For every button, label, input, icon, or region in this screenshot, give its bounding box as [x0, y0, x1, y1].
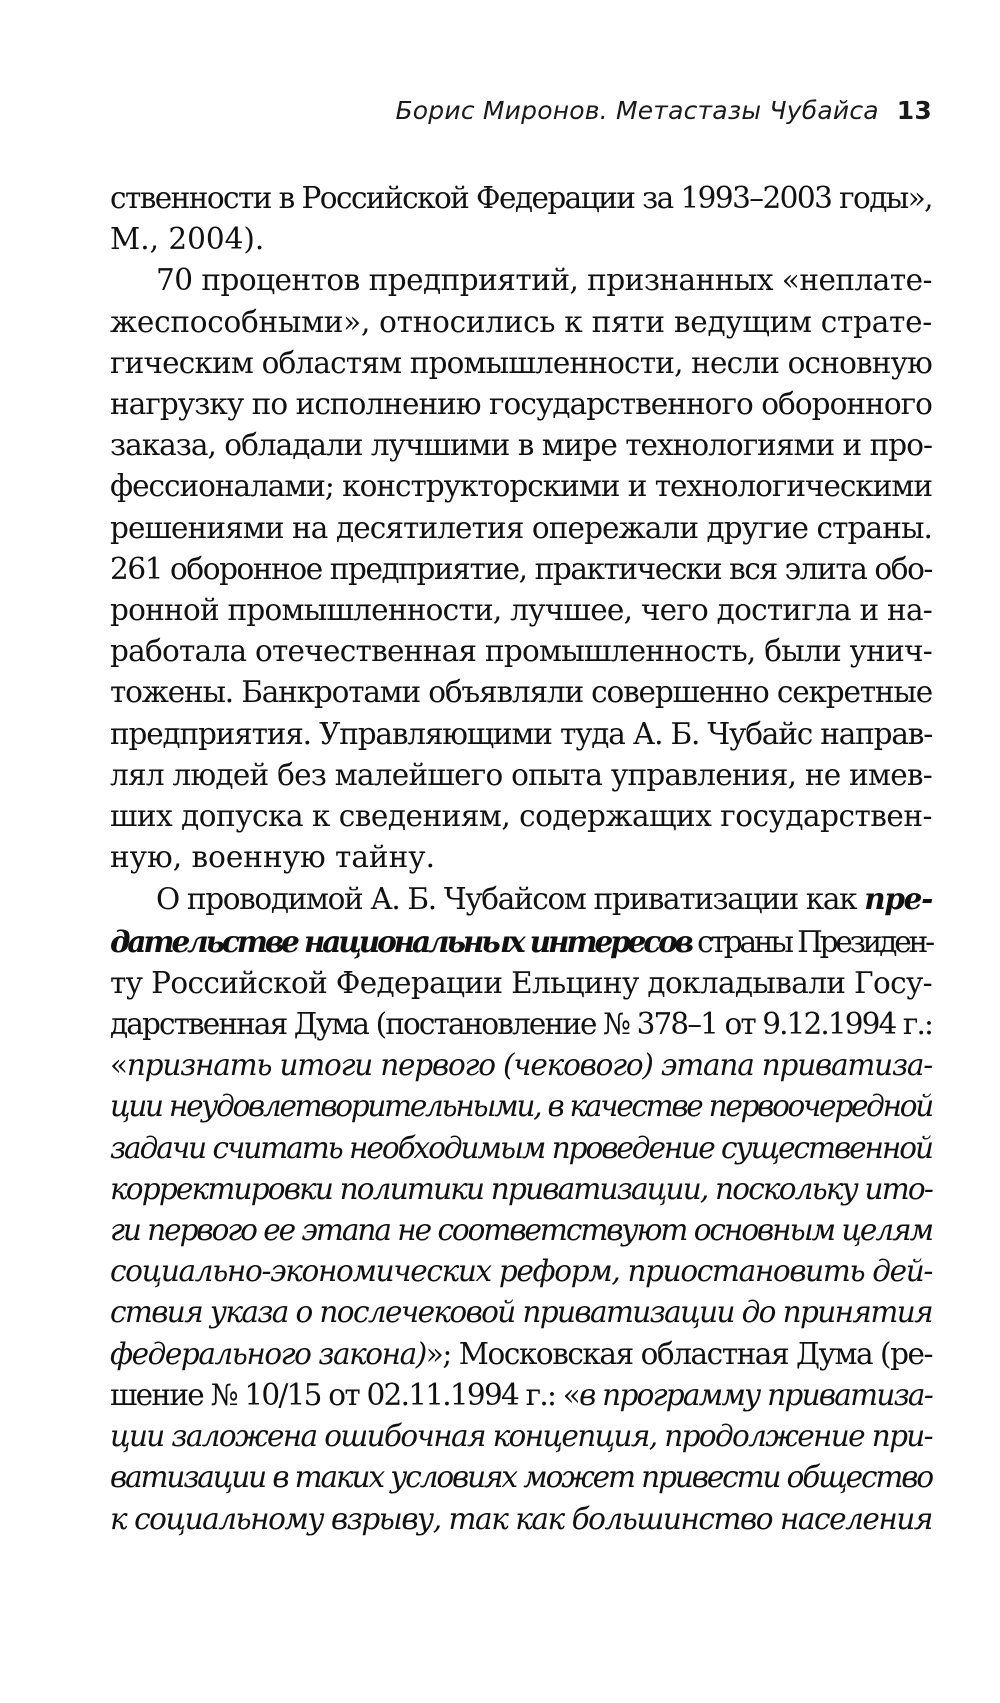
text-line	[110, 1086, 932, 1127]
text-run: «	[110, 1048, 127, 1083]
text-line	[110, 755, 932, 796]
quote-run: социально-экономических реформ, приостановить дей-	[110, 1254, 933, 1289]
text-run: ственности в Российской Федерации за 1993–2003 годы»,	[110, 181, 932, 215]
quote-run: ции заложена ошибочная концепция, продолжение при-	[110, 1419, 932, 1454]
text-run: »; Московская областная Дума (ре-	[425, 1336, 933, 1371]
paragraph-first-line	[110, 878, 932, 920]
text-line	[110, 1004, 932, 1045]
text-line	[110, 219, 932, 260]
text-run: нагрузку по исполнению государственного оборонного	[110, 387, 932, 422]
text-line	[110, 1045, 932, 1086]
text-run: тожены. Банкротами объявляли совершенно секретные	[110, 675, 932, 710]
text-run: работала отечественная промышленность, были унич-	[110, 634, 932, 669]
text-line	[110, 631, 932, 672]
quote-run: задачи считать необходимым проведение существенной	[110, 1130, 932, 1165]
text-line	[110, 1416, 932, 1457]
text-line	[110, 796, 932, 837]
text-line	[110, 549, 932, 590]
text-run: О проводимой А. Б. Чубайсом приватизации как	[156, 882, 865, 917]
body-text	[110, 178, 932, 1540]
text-line	[110, 714, 932, 755]
text-run: страны Президен-	[690, 924, 933, 959]
emphasis-run: пре-	[864, 881, 932, 917]
text-line	[110, 1499, 932, 1540]
quote-run: ствия указа о послечековой приватизации до принятия	[110, 1295, 932, 1330]
quote-run: ватизации в таких условиях может привести общество	[110, 1460, 932, 1495]
quote-run: признать итоги первого (чекового) этапа приватиза-	[126, 1048, 932, 1083]
quote-run: корректировки политики приватизации, поскольку ито-	[110, 1171, 932, 1206]
text-run: лял людей без малейшего опыта управления, не имев-	[110, 757, 932, 792]
text-run: 261 оборонное предприятие, практически вся элита обо-	[110, 551, 932, 586]
text-line	[110, 1210, 932, 1251]
page-number: 13	[896, 96, 932, 125]
text-line	[110, 672, 932, 713]
text-line	[110, 921, 932, 963]
paragraph-first-line	[110, 260, 932, 301]
text-run: шение № 10/15 от 02.11.1994 г.: «	[110, 1377, 580, 1412]
text-run: ту Российской Федерации Ельцину докладывали Госу-	[110, 965, 932, 1000]
text-run: ших допуска к сведениям, содержащих государствен-	[110, 799, 932, 834]
text-run: заказа, обладали лучшими в мире технологиями и про-	[110, 428, 932, 463]
text-line	[110, 302, 932, 343]
text-line	[110, 466, 932, 507]
quote-run: в программу приватиза-	[579, 1377, 932, 1412]
text-line	[110, 384, 932, 425]
text-line	[110, 1375, 932, 1416]
text-line	[110, 837, 932, 878]
quote-run: к социальному взрыву, так как большинство населения	[110, 1501, 932, 1536]
emphasis-run: дательстве национальных интересов	[110, 923, 691, 959]
text-line	[110, 178, 932, 219]
text-run: 70 процентов предприятий, признанных «неплате-	[156, 263, 932, 298]
text-line	[110, 508, 932, 549]
text-line	[110, 1292, 932, 1333]
text-run: предприятия. Управляющими туда А. Б. Чубайс направ-	[110, 716, 932, 751]
text-run: дарственная Дума (постановление № 378–1 от 9.12.1994 г.:	[110, 1007, 932, 1042]
text-run: гическим областям промышленности, несли основную	[110, 345, 932, 380]
text-run: М., 2004).	[110, 222, 265, 257]
quote-run: ги первого ее этапа не соответствуют основным целям	[110, 1213, 932, 1248]
running-title: Борис Миронов. Метастазы Чубайса	[395, 96, 879, 125]
text-line	[110, 963, 932, 1004]
quote-run: федерального закона)	[110, 1336, 426, 1371]
text-line	[110, 1128, 932, 1169]
text-line	[110, 343, 932, 384]
text-line	[110, 590, 932, 631]
text-line	[110, 1334, 932, 1375]
running-header	[0, 96, 932, 125]
text-line	[110, 1457, 932, 1498]
text-line	[110, 1169, 932, 1210]
text-run: жеспособными», относились к пяти ведущим страте-	[110, 304, 932, 339]
text-run: ронной промышленности, лучшее, чего достигла и на-	[110, 593, 933, 628]
quote-run: ции неудовлетворительными, в качестве первоочередной	[110, 1089, 932, 1124]
text-run: фессионалами; конструкторскими и технологическими	[110, 469, 932, 504]
text-line	[110, 425, 932, 466]
text-line	[110, 1251, 932, 1292]
text-run: решениями на десятилетия опережали другие страны.	[110, 510, 932, 545]
text-run: ную, военную тайну.	[110, 840, 435, 875]
